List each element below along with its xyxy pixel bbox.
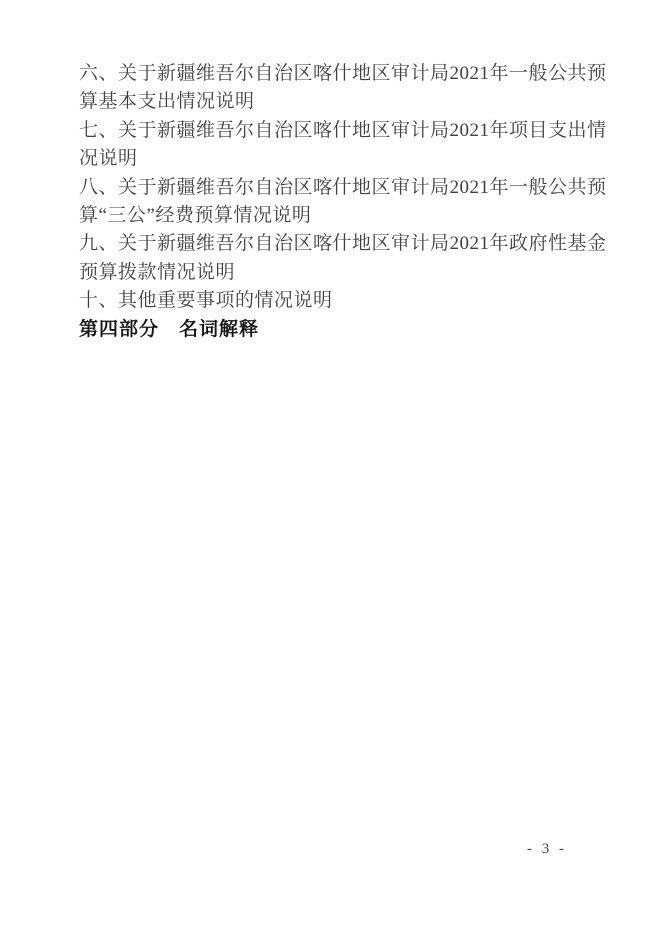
toc-line-continuation: 算“三公”经费预算情况说明 [79,204,312,226]
toc-line-continuation: 况说明 [79,148,138,170]
page-number: - 3 - [527,841,567,857]
toc-line: 七、关于新疆维吾尔自治区喀什地区审计局2021年项目支出情 [79,119,607,141]
toc-line: 九、关于新疆维吾尔自治区喀什地区审计局2021年政府性基金 [79,233,607,255]
toc-line: 六、关于新疆维吾尔自治区喀什地区审计局2021年一般公共预 [79,63,607,84]
toc-line-continuation: 预算拨款情况说明 [79,261,236,283]
toc-line-continuation: 算基本支出情况说明 [79,91,255,113]
section-heading: 第四部分 名词解释 [79,318,260,340]
toc-line: 十、其他重要事项的情况说明 [79,290,333,312]
table-of-contents [79,60,607,344]
toc-line: 八、关于新疆维吾尔自治区喀什地区审计局2021年一般公共预 [79,176,607,198]
